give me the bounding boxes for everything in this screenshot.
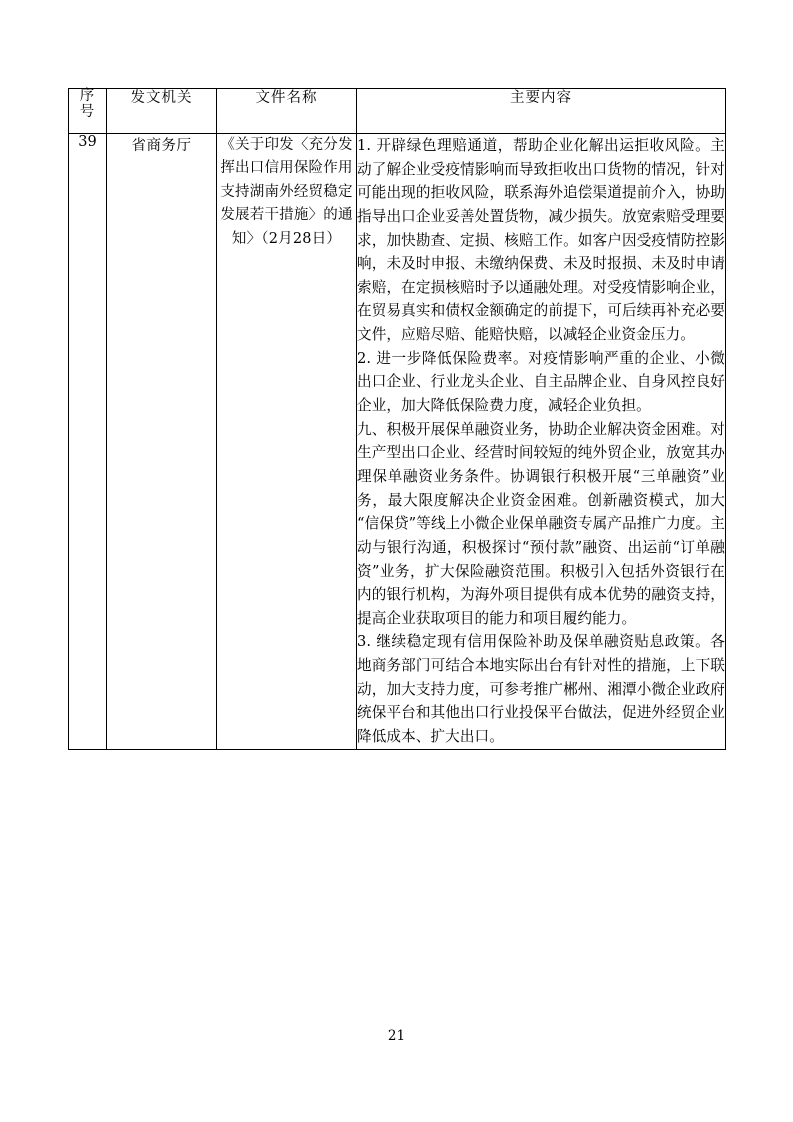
column-header-seq: [69, 89, 107, 134]
row-filename: 《关于印发〈充分发挥出口信用保险作用 支持湖南外经贸稳定发展若干措施〉的通知〉（2月28日）: [217, 134, 357, 750]
row-sequence-number: 39: [69, 134, 107, 750]
table-row: [69, 134, 726, 750]
column-header-organization: 发文机关: [107, 89, 217, 134]
main-content-paragraph: 2. 进一步降低保险费率。对疫情影响严重的企业、小微出口企业、行业龙头企业、自主品牌企业、自身风控良好企业，加大降低保险费力度，减轻企业负担。: [357, 349, 725, 415]
policy-table: [68, 88, 726, 750]
main-content-paragraph: 1. 开辟绿色理赔通道，帮助企业化解出运拒收风险。主动了解企业受疫情影响而导致拒收出口货物的情况，针对可能出现的拒收风险，联系海外追偿渠道提前介入，协助指导出口企业妥善处置货物，减少损失。放宽索赔受理要求，加快勘查、定损、核赔工作。如客户因受疫情防控影响，未及时申报、未缴纳保费、未及时报损、未及时申请索赔，在定损核赔时予以通融处理。对受疫情影响企业，在贸易真实和债权金额确定的前提下，可后续再补充必要文件，应赔尽赔、能赔快赔，以减轻企业资金压力。: [357, 137, 725, 344]
column-header-seq-line1: 序: [79, 88, 96, 104]
table-header-row: [69, 89, 726, 134]
table-header: [69, 89, 726, 134]
main-content-paragraph: 3. 继续稳定现有信用保险补助及保单融资贴息政策。各地商务部门可结合本地实际出台有针对性的措施，上下联动，加大支持力度，可参考推广郴州、湘潭小微企业政府统保平台和其他出口行业投保平台做法，促进外经贸企业降低成本、扩大出口。: [357, 633, 725, 746]
table-body: [69, 134, 726, 750]
column-header-main-content: 主要内容: [357, 89, 726, 134]
column-header-seq-line2: 号: [79, 103, 96, 120]
row-main-content: [357, 134, 726, 750]
page-number: 21: [387, 1028, 406, 1044]
column-header-filename: 文件名称: [217, 89, 357, 134]
main-content-paragraph: 九、积极开展保单融资业务，协助企业解决资金困难。对生产型出口企业、经营时间较短的纯外贸企业，放宽其办理保单融资业务条件。协调银行积极开展“三单融资”业务，最大限度解决企业资金困难。创新融资模式，加大“信保贷”等线上小微企业保单融资专属产品推广力度。主动与银行沟通，积极探讨“预付款”融资、出运前“订单融资”业务，扩大保险融资范围。积极引入包括外资银行在内的银行机构，为海外项目提供有成本优势的融资支持，提高企业获取项目的能力和项目履约能力。: [357, 420, 725, 627]
row-organization: 省商务厅: [107, 134, 217, 750]
